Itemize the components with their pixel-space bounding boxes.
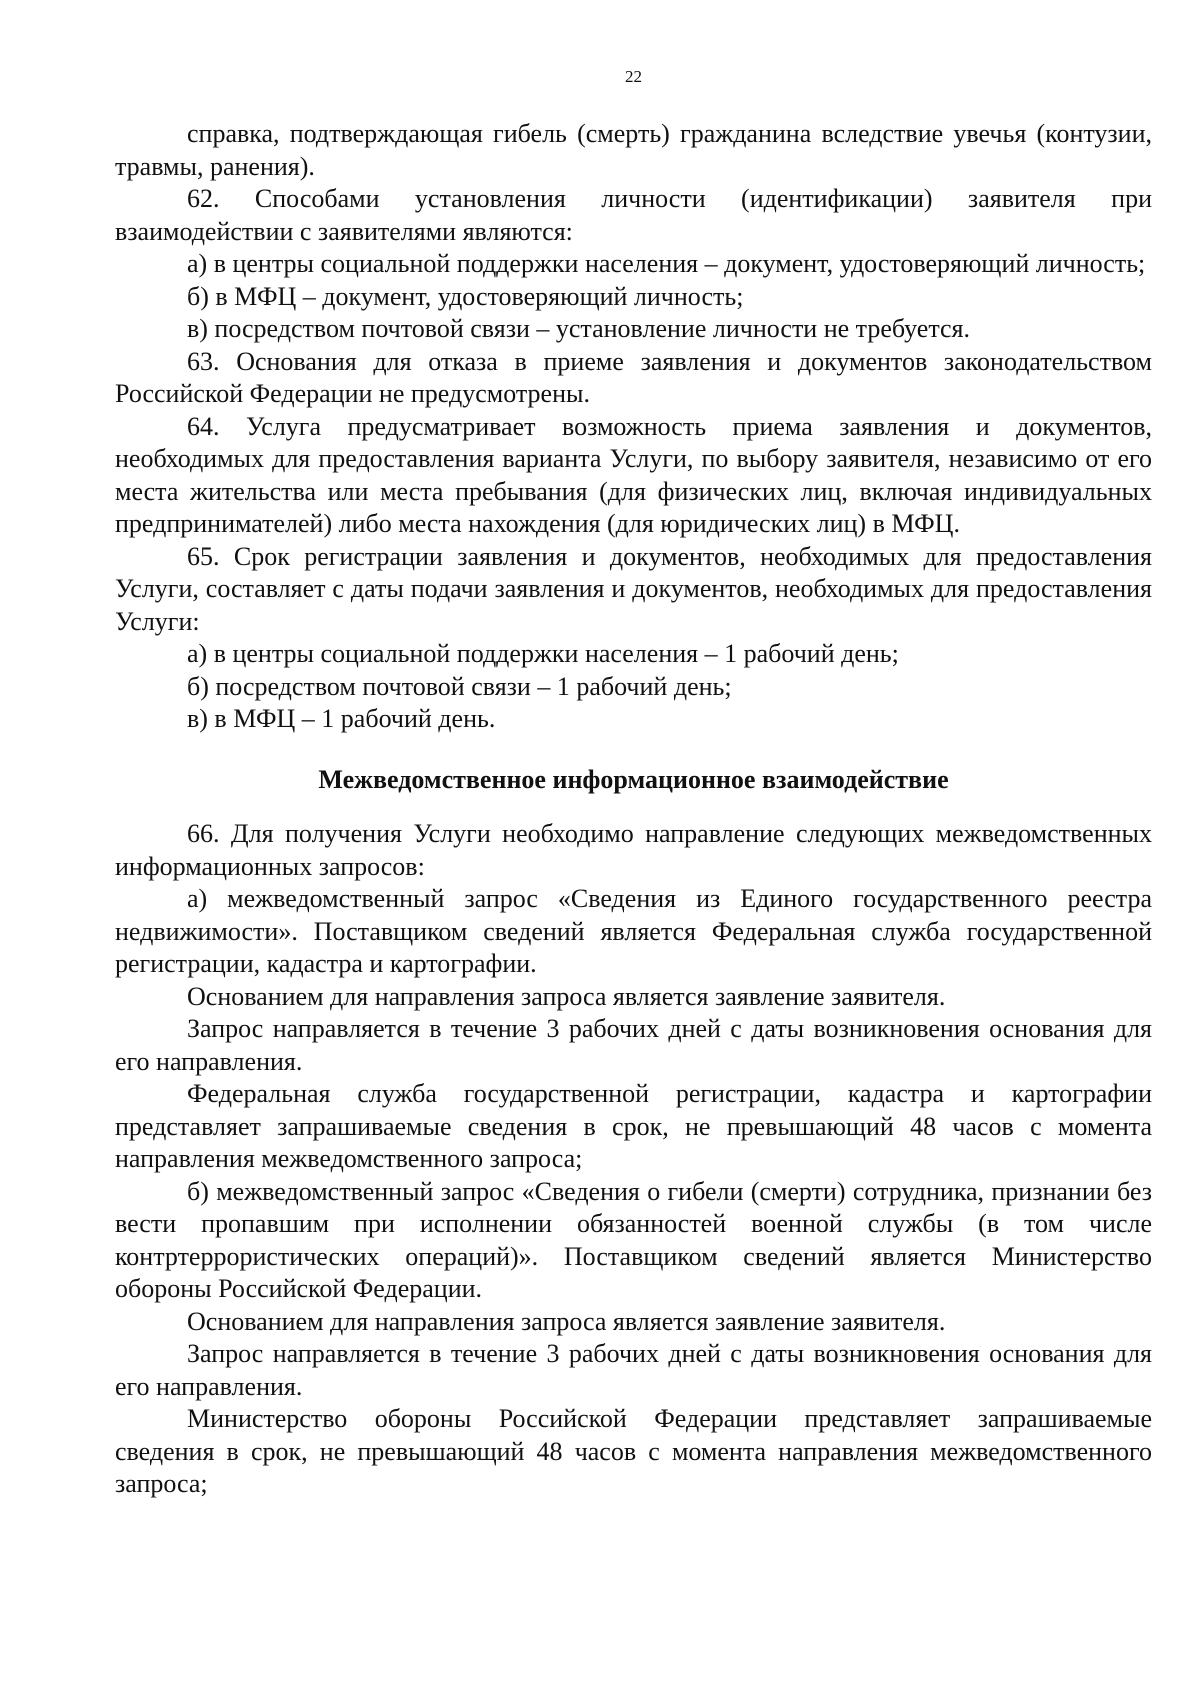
paragraph: Основанием для направления запроса является заявление заявителя. [187,1306,946,1336]
document-page [115,0,1152,1697]
paragraph: 65. Срок регистрации заявления и документов, необходимых для предоставления Услуги, составляет с даты подачи заявления и документов, необходимых для предоставления Услуги: [115,541,1152,636]
document-body [115,118,1152,1501]
paragraph: Запрос направляется в течение 3 рабочих дней с даты возникновения основания для его направления. [115,1339,1152,1401]
paragraph: Основанием для направления запроса является заявление заявителя. [187,981,946,1011]
page-number: 22 [625,67,642,86]
paragraph: 64. Услуга предусматривает возможность приема заявления и документов, необходимых для предоставления варианта Услуги, по выбору заявителя, независимо от его места жительства или места пребывания (для физических лиц, включая индивидуальных предпринимателей) либо места нахождения (для юридических лиц) в МФЦ. [115,411,1152,538]
paragraph: в) посредством почтовой связи – установление личности не требуется. [187,314,971,343]
paragraph: 63. Основания для отказа в приеме заявления и документов законодательством Российской Федерации не предусмотрены. [115,346,1152,408]
paragraph: б) посредством почтовой связи – 1 рабочий день; [187,671,732,701]
paragraph: Запрос направляется в течение 3 рабочих дней с даты возникновения основания для его направления. [115,1014,1152,1076]
paragraph: б) межведомственный запрос «Сведения о гибели (смерти) сотрудника, признании без вести пропавшим при исполнении обязанностей военной службы (в том числе контртеррористических операций)». Поставщиком сведений является Министерство обороны Российской Федерации. [115,1176,1152,1303]
section-heading: Межведомственное информационное взаимодействие [318,764,949,794]
paragraph: а) в центры социальной поддержки населения – документ, удостоверяющий личность; [187,249,1146,278]
paragraph: б) в МФЦ – документ, удостоверяющий личность; [187,281,744,311]
paragraph: а) в центры социальной поддержки населения – 1 рабочий день; [187,639,899,668]
paragraph: справка, подтверждающая гибель (смерть) гражданина вследствие увечья (контузии, травмы, ранения). [115,119,1152,181]
paragraph: 62. Способами установления личности (идентификации) заявителя при взаимодействии с заявителями являются: [115,184,1152,246]
paragraph: Министерство обороны Российской Федерации представляет запрашиваемые сведения в срок, не превышающий 48 часов с момента направления межведомственного запроса; [115,1404,1152,1498]
paragraph: Федеральная служба государственной регистрации, кадастра и картографии представляет запрашиваемые сведения в срок, не превышающий 48 часов с момента направления межведомственного запроса; [115,1079,1152,1173]
paragraph: в) в МФЦ – 1 рабочий день. [187,704,496,733]
paragraph: а) межведомственный запрос «Сведения из Единого государственного реестра недвижимости». Поставщиком сведений является Федеральная служба государственной регистрации, кадастра и картографии. [115,884,1152,978]
paragraph: 66. Для получения Услуги необходимо направление следующих межведомственных информационных запросов: [115,819,1152,881]
